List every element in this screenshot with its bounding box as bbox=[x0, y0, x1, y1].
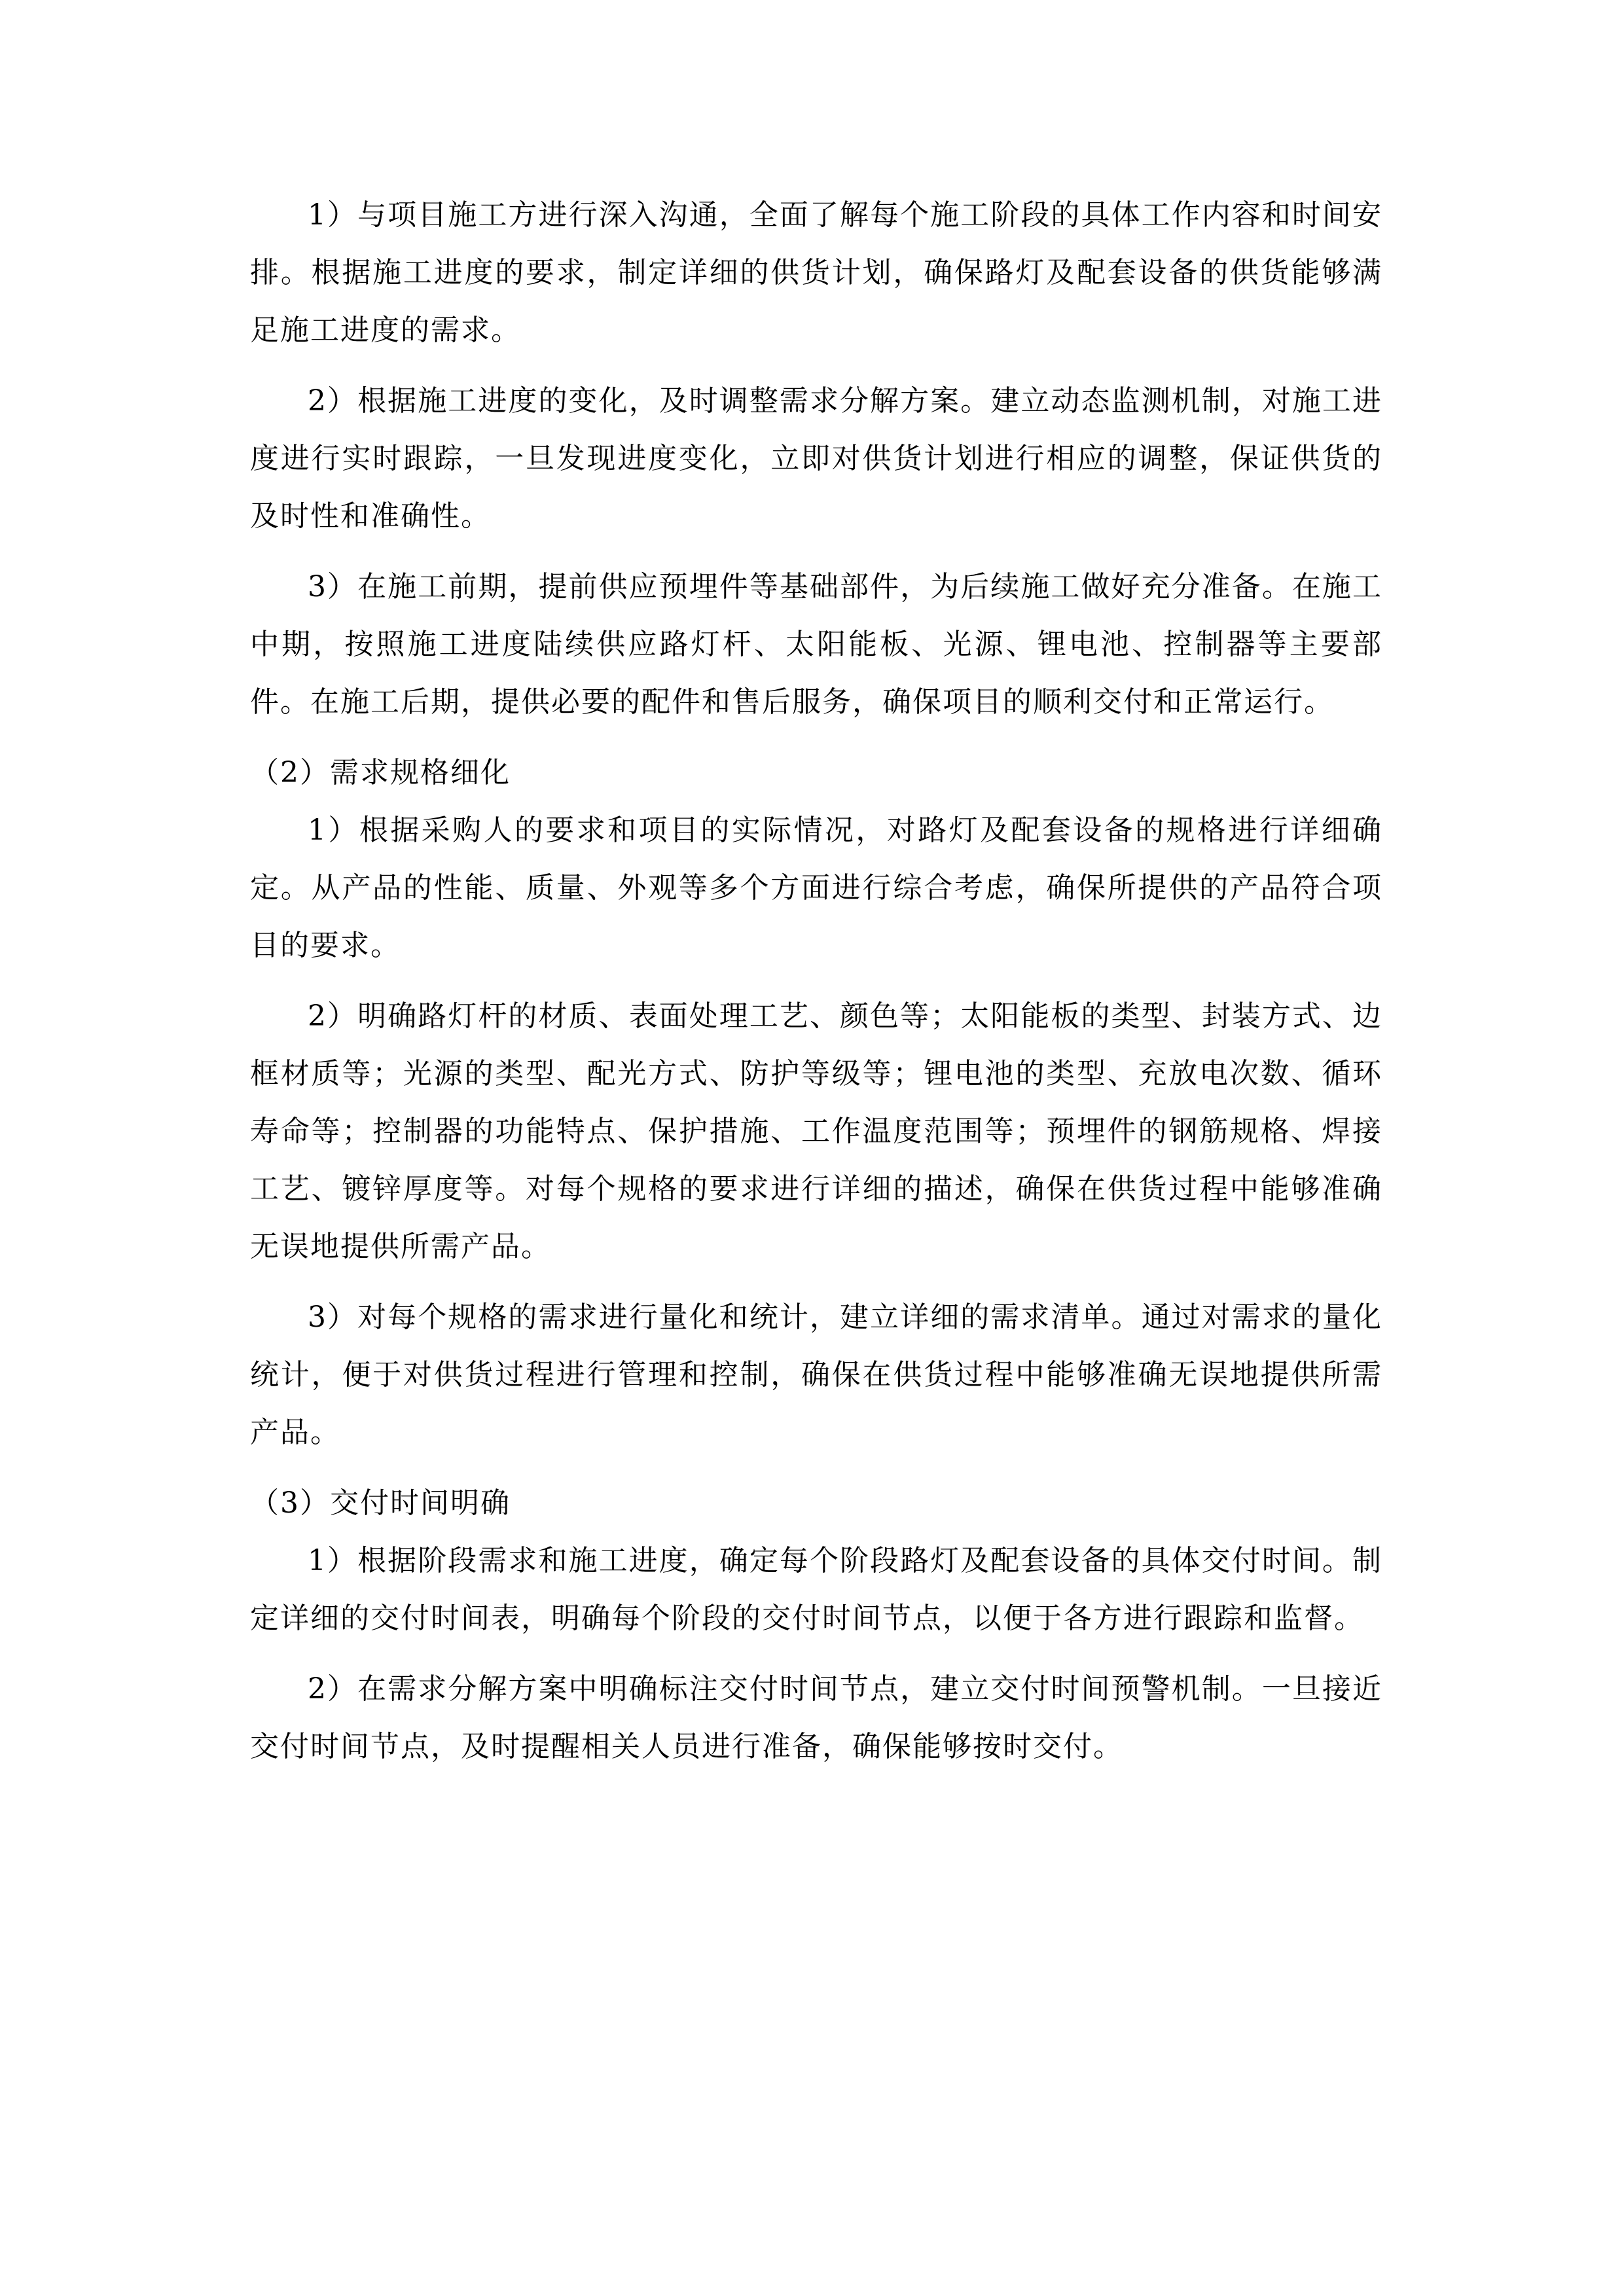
paragraph: 2）在需求分解方案中明确标注交付时间节点，建立交付时间预警机制。一旦接近交付时间节点，及时提醒相关人员进行准备，确保能够按时交付。 bbox=[250, 1672, 1382, 1763]
document-body bbox=[250, 187, 1382, 1789]
paragraph: 1）根据采购人的要求和项目的实际情况，对路灯及配套设备的规格进行详细确定。从产品的性能、质量、外观等多个方面进行综合考虑，确保所提供的产品符合项目的要求。 bbox=[250, 814, 1382, 962]
paragraph: 2）根据施工进度的变化，及时调整需求分解方案。建立动态监测机制，对施工进度进行实时跟踪，一旦发现进度变化，立即对供货计划进行相应的调整，保证供货的及时性和准确性。 bbox=[250, 384, 1382, 533]
paragraph: 1）根据阶段需求和施工进度，确定每个阶段路灯及配套设备的具体交付时间。制定详细的交付时间表，明确每个阶段的交付时间节点，以便于各方进行跟踪和监督。 bbox=[250, 1544, 1382, 1635]
section-heading: （3）交付时间明确 bbox=[250, 1486, 511, 1520]
paragraph: 2）明确路灯杆的材质、表面处理工艺、颜色等；太阳能板的类型、封装方式、边框材质等；光源的类型、配光方式、防护等级等；锂电池的类型、充放电次数、循环寿命等；控制器的功能特点、保护措施、工作温度范围等；预埋件的钢筋规格、焊接工艺、镀锌厚度等。对每个规格的要求进行详细的描述，确保在供货过程中能够准确无误地提供所需产品。 bbox=[250, 999, 1382, 1263]
section-heading: （2）需求规格细化 bbox=[250, 756, 511, 789]
paragraph: 1）与项目施工方进行深入沟通，全面了解每个施工阶段的具体工作内容和时间安排。根据施工进度的要求，制定详细的供货计划，确保路灯及配套设备的供货能够满足施工进度的需求。 bbox=[250, 198, 1382, 347]
paragraph: 3）对每个规格的需求进行量化和统计，建立详细的需求清单。通过对需求的量化统计，便于对供货过程进行管理和控制，确保在供货过程中能够准确无误地提供所需产品。 bbox=[250, 1300, 1382, 1449]
paragraph: 3）在施工前期，提前供应预埋件等基础部件，为后续施工做好充分准备。在施工中期，按照施工进度陆续供应路灯杆、太阳能板、光源、锂电池、控制器等主要部件。在施工后期，提供必要的配件和售后服务，确保项目的顺利交付和正常运行。 bbox=[250, 570, 1382, 719]
